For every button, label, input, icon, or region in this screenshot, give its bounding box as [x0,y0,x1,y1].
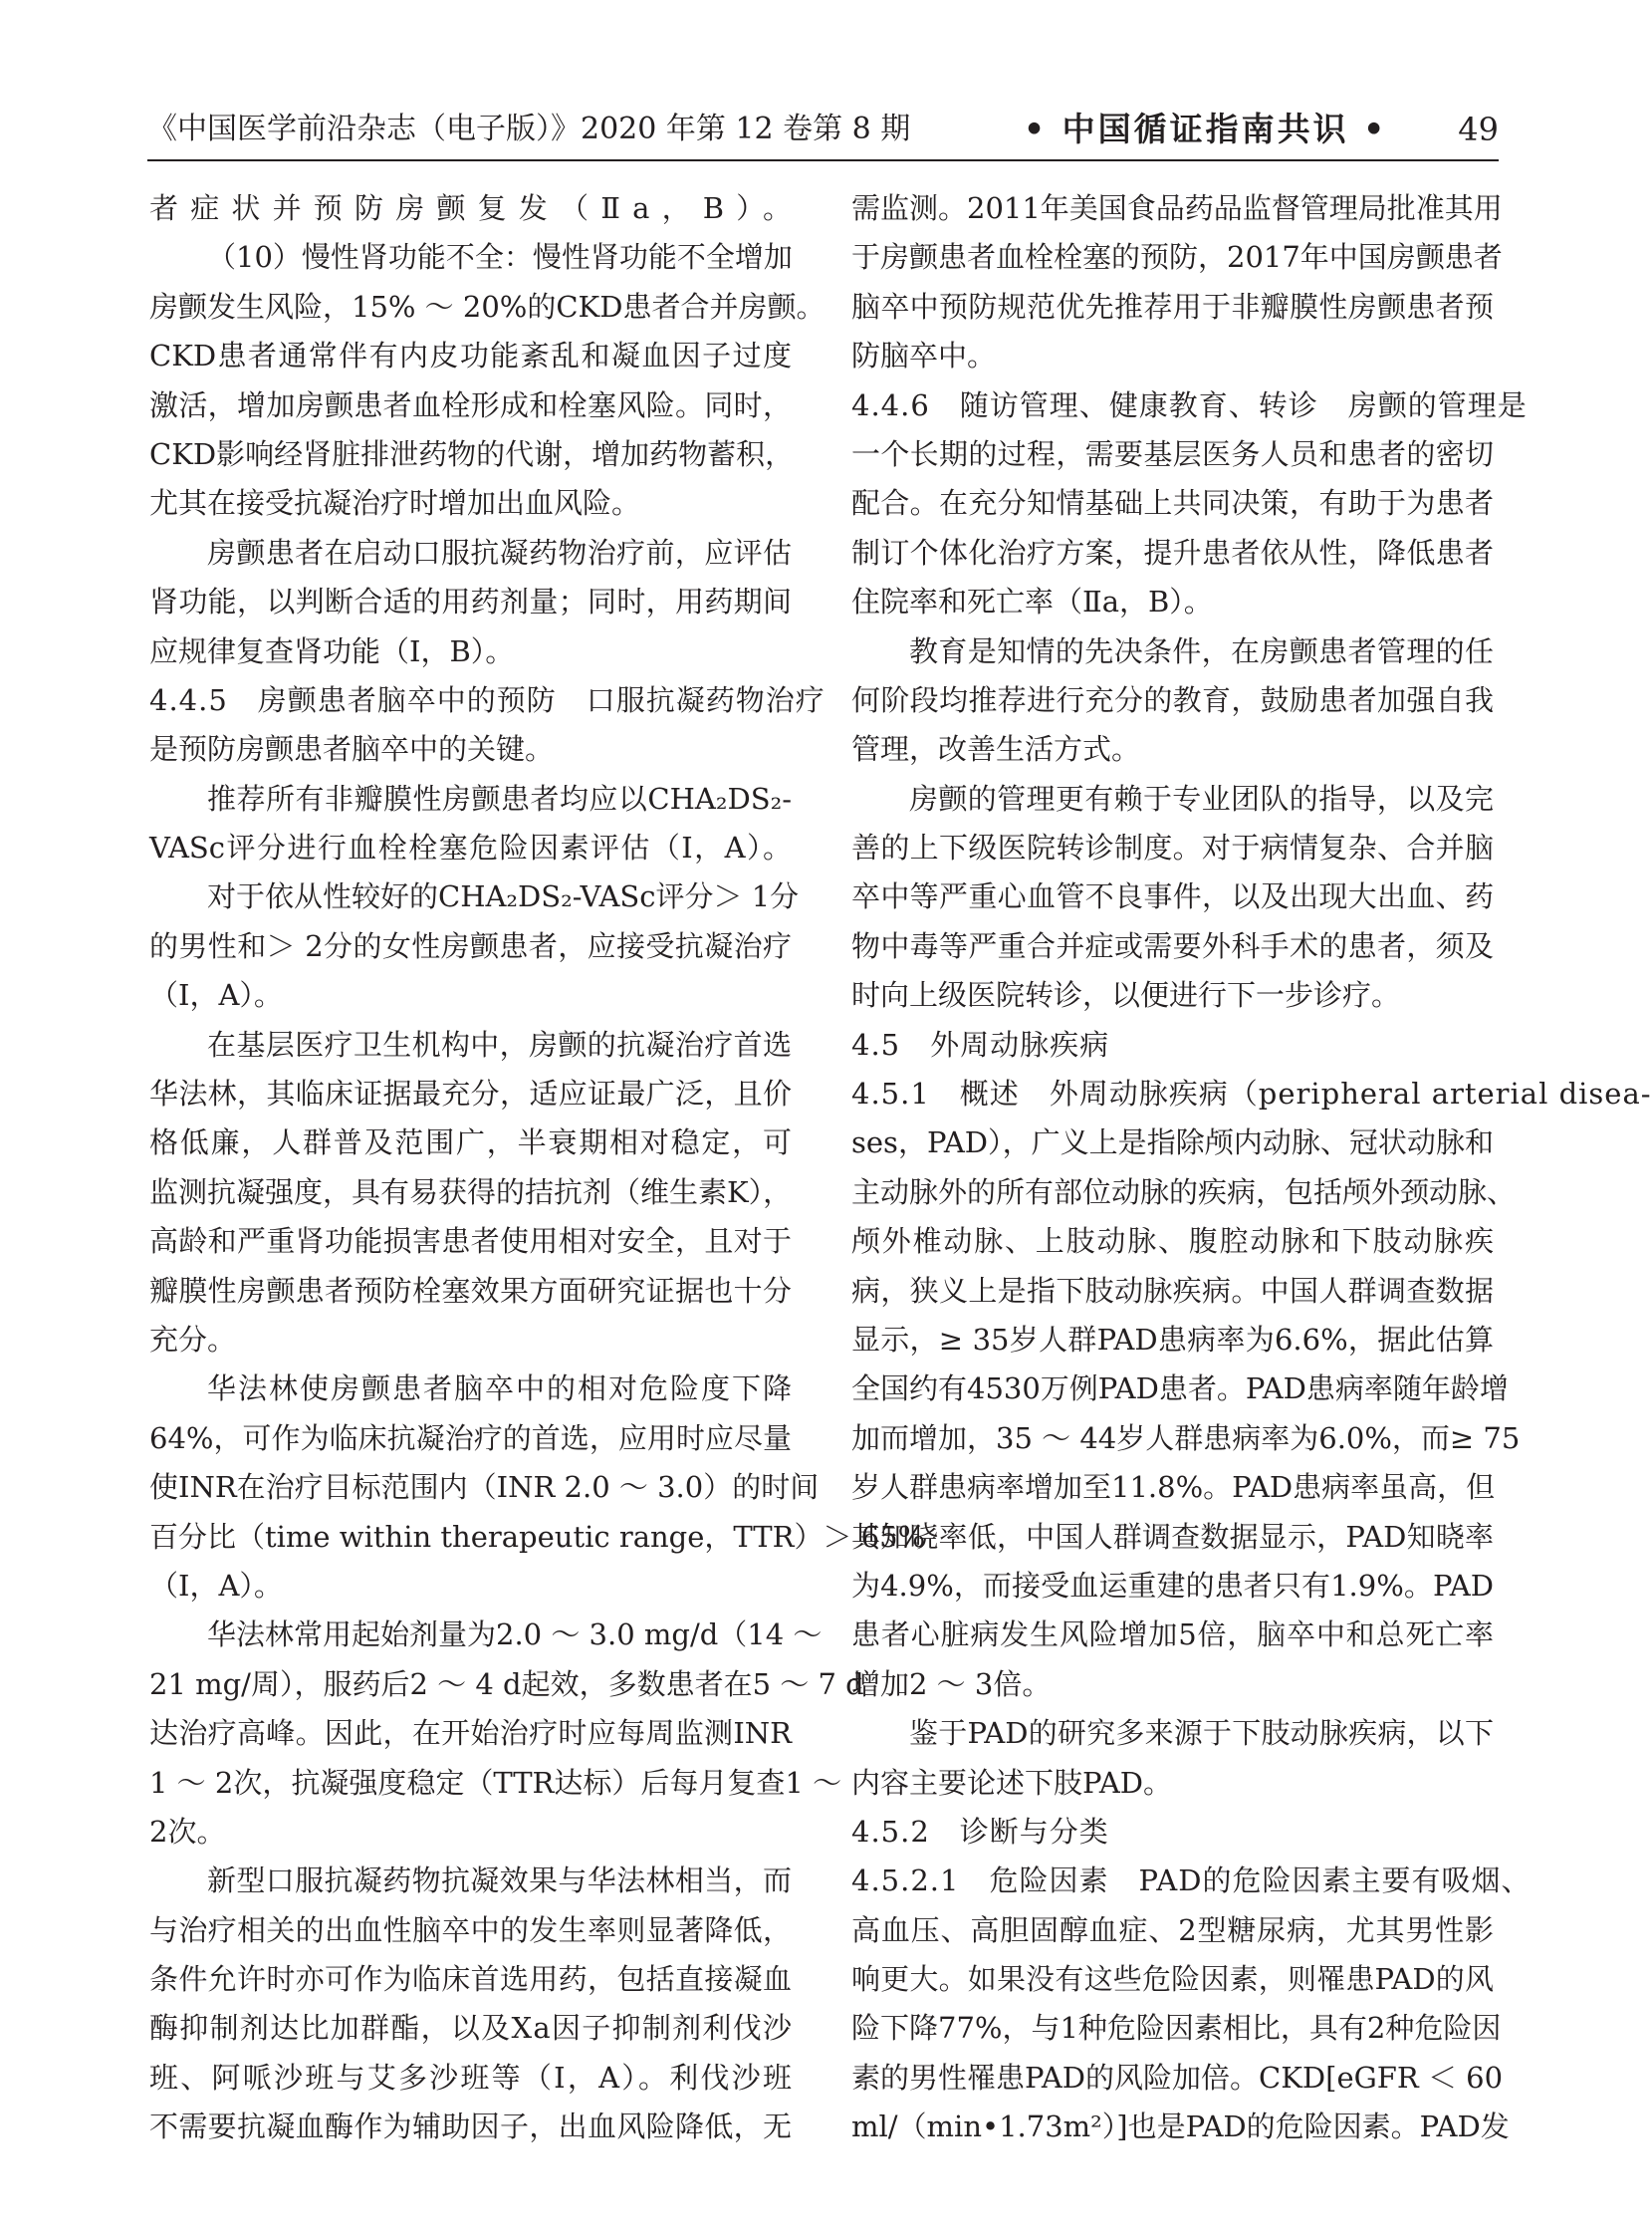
text-line: 防脑卒中。 [851,339,997,373]
text-line: 应规律复查肾功能（Ⅰ，B）。 [149,633,515,668]
text-line: 房颤发生风险，15% ～ 20%的CKD患者合并房颤。 [149,289,826,324]
text-line: 推荐所有非瓣膜性房颤患者均应以CHA₂DS₂- [207,781,792,816]
text-line: CKD影响经肾脏排泄药物的代谢，增加药物蓄积， [149,436,795,471]
journal-citation: 《中国医学前沿杂志（电子版）》2020 年第 12 卷第 8 期 [147,112,911,146]
text-line: 64%，可作为临床抗凝治疗的首选，应用时应尽量 [149,1420,792,1455]
text-line: 响更大。如果没有这些危险因素，则罹患PAD的风 [851,1962,1494,1997]
text-line: 与治疗相关的出血性脑卒中的发生率则显著降低， [149,1912,792,1947]
section-heading-4-4-5: 4.4.5 房颤患者脑卒中的预防 口服抗凝药物治疗 [149,682,826,717]
section-title: • 中国循证指南共识 • [1024,110,1388,148]
text-line: ses，PAD），广义上是指除颅内动脉、冠状动脉和 [851,1125,1494,1160]
text-line: 住院率和死亡率（Ⅱa，B）。 [851,585,1213,620]
text-line: 增加2 ～ 3倍。 [851,1666,1052,1701]
text-line: 格低廉，人群普及范围广，半衰期相对稳定，可 [149,1125,792,1160]
text-line: 是预防房颤患者脑卒中的关键。 [149,732,555,767]
text-line: 尤其在接受抗凝治疗时增加出血风险。 [149,486,641,521]
text-line: 病，狭义上是指下肢动脉疾病。中国人群调查数据 [851,1273,1494,1308]
text-line: 制订个体化治疗方案，提升患者依从性，降低患者 [851,535,1494,570]
text-line: （Ⅰ，A）。 [149,978,283,1013]
text-line: 华法林常用起始剂量为2.0 ～ 3.0 mg/d（14 ～ [207,1617,823,1652]
text-line: 险下降77%，与1种危险因素相比，具有2种危险因 [851,2011,1502,2046]
text-line: （Ⅰ，A）。 [149,1568,283,1603]
text-line: 为4.9%，而接受血运重建的患者只有1.9%。PAD [851,1568,1494,1603]
header-rule [147,159,1499,161]
text-line: 房颤的管理更有赖于专业团队的指导，以及完 [909,781,1494,816]
text-line: 条件允许时亦可作为临床首选用药，包括直接凝血 [149,1962,792,1997]
section-heading-4-5: 4.5 外周动脉疾病 [851,1027,1110,1062]
text-line: 达治疗高峰。因此，在开始治疗时应每周监测INR [149,1716,792,1751]
text-line: 主动脉外的所有部位动脉的疾病，包括颅外颈动脉、 [851,1174,1517,1209]
text-line: 瓣膜性房颤患者预防栓塞效果方面研究证据也十分 [149,1273,792,1308]
text-line: 21 mg/周），服药后2 ～ 4 d起效，多数患者在5 ～ 7 d [149,1666,864,1701]
text-line: 需监测。2011年美国食品药品监督管理局批准其用 [851,191,1503,225]
text-line: 物中毒等严重合并症或需要外科手术的患者，须及 [851,928,1494,963]
text-line: 患者心脏病发生风险增加5倍，脑卒中和总死亡率 [851,1617,1494,1652]
text-line: CKD患者通常伴有内皮功能紊乱和凝血因子过度 [149,339,792,373]
text-line: 的男性和＞ 2分的女性房颤患者，应接受抗凝治疗 [149,928,792,963]
text-line: 加而增加，35 ～ 44岁人群患病率为6.0%，而≥ 75 [851,1420,1521,1455]
text-line: 新型口服抗凝药物抗凝效果与华法林相当，而 [207,1863,792,1898]
text-line: 1 ～ 2次，抗凝强度稳定（TTR达标）后每月复查1 ～ [149,1765,842,1800]
text-line: 2次。 [149,1814,226,1849]
text-line: 不需要抗凝血酶作为辅助因子，出血风险降低，无 [149,2110,792,2144]
text-line: 善的上下级医院转诊制度。对于病情复杂、合并脑 [851,831,1494,866]
text-line: 华法林使房颤患者脑卒中的相对危险度下降 [207,1371,792,1406]
text-line: 班、阿哌沙班与艾多沙班等（Ⅰ，A）。利伐沙班 [149,2060,792,2095]
text-line: 于房颤患者血栓栓塞的预防，2017年中国房颤患者 [851,240,1503,275]
text-line: 脑卒中预防规范优先推荐用于非瓣膜性房颤患者预 [851,289,1494,324]
text-line: 一个长期的过程，需要基层医务人员和患者的密切 [851,436,1494,471]
text-line: 岁人群患病率增加至11.8%。PAD患病率虽高，但 [851,1470,1496,1505]
text-line: 百分比（time within therapeutic range，TTR）＞ 65% [149,1519,926,1554]
right-column [851,184,1652,2152]
text-line: 其知晓率低，中国人群调查数据显示，PAD知晓率 [851,1519,1494,1554]
text-line: 高龄和严重肾功能损害患者使用相对安全，且对于 [149,1224,792,1259]
text-line: 对于依从性较好的CHA₂DS₂-VASc评分＞ 1分 [207,879,800,914]
text-line: 显示，≥ 35岁人群PAD患病率为6.6%，据此估算 [851,1322,1494,1357]
page-number: 49 [1458,111,1499,148]
text-line: （10）慢性肾功能不全：慢性肾功能不全增加 [207,240,793,275]
text-line: 华法林，其临床证据最充分，适应证最广泛，且价 [149,1077,792,1112]
text-line: 者症状并预防房颤复发（Ⅱa，B）。 [149,191,792,225]
text-line: 在基层医疗卫生机构中，房颤的抗凝治疗首选 [207,1027,792,1062]
section-heading-4-5-1: 4.5.1 概述 外周动脉疾病（peripheral arterial disea- [851,1077,1652,1112]
text-line: 教育是知情的先决条件，在房颤患者管理的任 [909,633,1494,668]
text-line: 监测抗凝强度，具有易获得的拮抗剂（维生素K）， [149,1174,793,1209]
text-line: 鉴于PAD的研究多来源于下肢动脉疾病，以下 [909,1716,1494,1751]
text-line: 高血压、高胆固醇血症、2型糖尿病，尤其男性影 [851,1912,1494,1947]
text-line: 管理，改善生活方式。 [851,732,1141,767]
text-line: 房颤患者在启动口服抗凝药物治疗前，应评估 [207,535,792,570]
text-line: 激活，增加房颤患者血栓形成和栓塞风险。同时， [149,387,792,422]
text-line: 素的男性罹患PAD的风险加倍。CKD[eGFR ＜ 60 [851,2060,1504,2095]
section-heading-4-4-6: 4.4.6 随访管理、健康教育、转诊 房颤的管理是 [851,387,1528,422]
text-line: 卒中等严重心血管不良事件，以及出现大出血、药 [851,879,1494,914]
text-line: 使INR在治疗目标范围内（INR 2.0 ～ 3.0）的时间 [149,1470,820,1505]
text-line: 全国约有4530万例PAD患者。PAD患病率随年龄增 [851,1371,1509,1406]
text-line: 酶抑制剂达比加群酯，以及Ⅹa因子抑制剂利伐沙 [149,2011,792,2046]
text-line: 充分。 [149,1322,237,1357]
text-line: VASc评分进行血栓栓塞危险因素评估（Ⅰ，A）。 [149,831,792,866]
text-line: 何阶段均推荐进行充分的教育，鼓励患者加强自我 [851,682,1494,717]
text-line: ml/（min•1.73m²）]也是PAD的危险因素。PAD发 [851,2110,1510,2144]
text-line: 肾功能，以判断合适的用药剂量；同时，用药期间 [149,585,792,620]
section-heading-4-5-2: 4.5.2 诊断与分类 [851,1814,1109,1849]
text-line: 颅外椎动脉、上肢动脉、腹腔动脉和下肢动脉疾 [851,1224,1494,1259]
text-line: 时向上级医院转诊，以便进行下一步诊疗。 [851,978,1401,1013]
text-line: 内容主要论述下肢PAD。 [851,1765,1173,1800]
running-header [147,108,1499,165]
text-line: 配合。在充分知情基础上共同决策，有助于为患者 [851,486,1494,521]
section-heading-4-5-2-1: 4.5.2.1 危险因素 PAD的危险因素主要有吸烟、 [851,1863,1532,1898]
